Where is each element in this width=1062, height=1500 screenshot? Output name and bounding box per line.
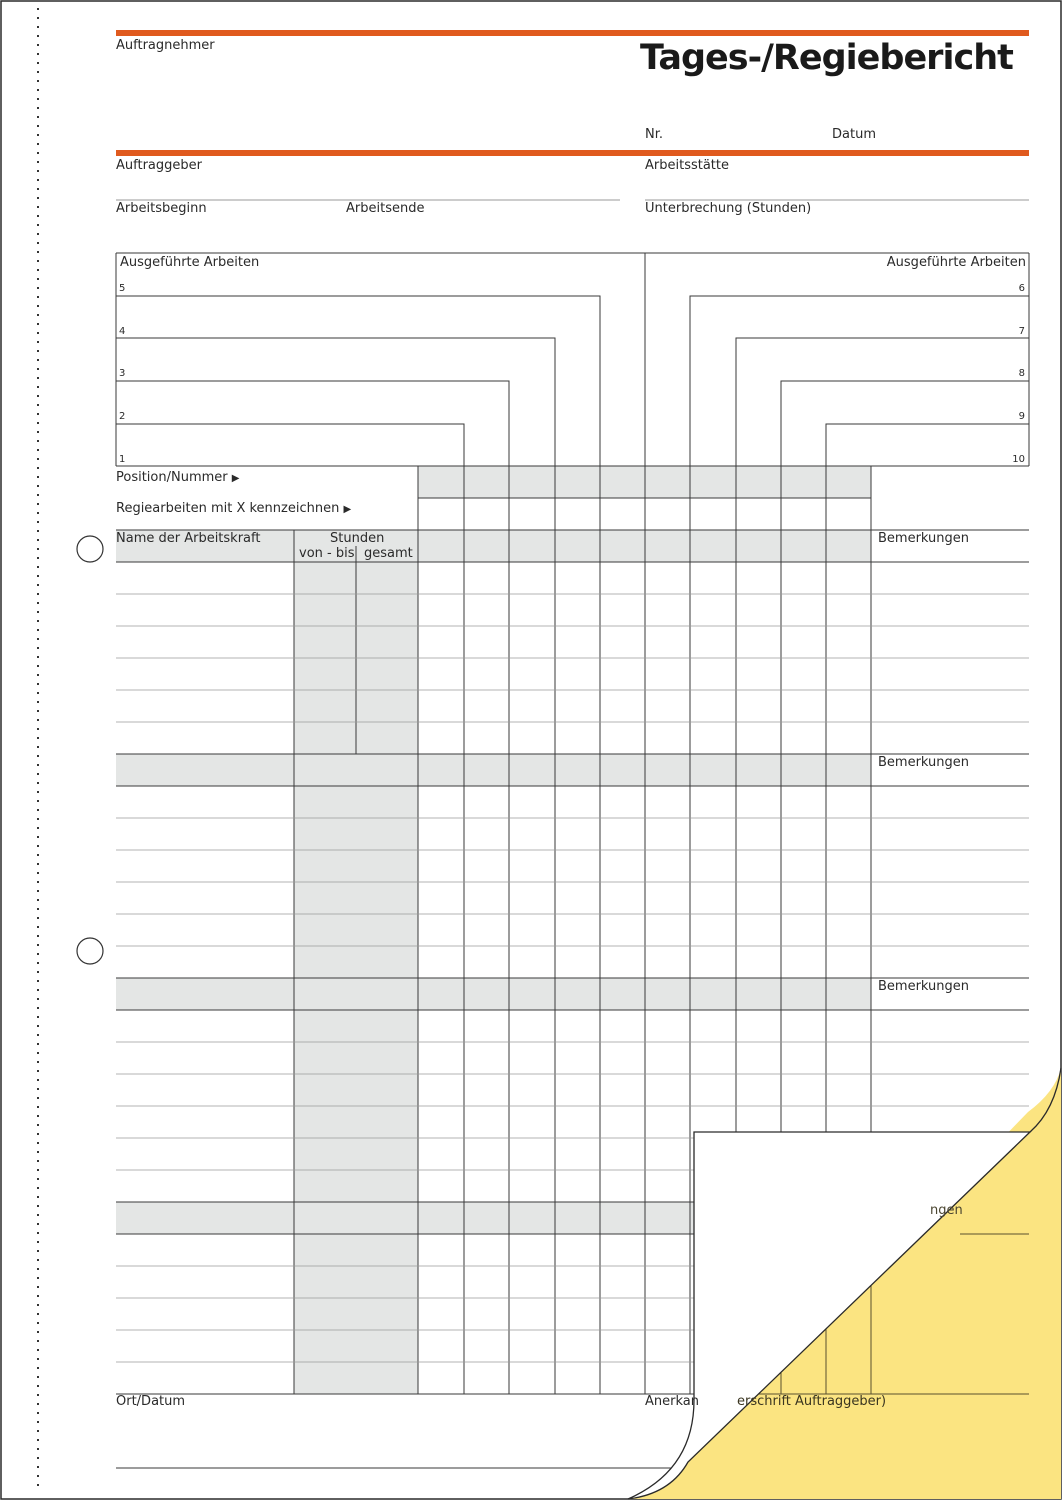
work-number: 3 bbox=[119, 368, 126, 379]
regie-mark-label: Regiearbeiten mit X kennzeichnen ▶ bbox=[116, 501, 352, 516]
remarks-label: Bemerkungen bbox=[878, 979, 970, 994]
arrow-right-icon: ▶ bbox=[343, 504, 352, 515]
work-number: 5 bbox=[119, 283, 126, 294]
number-label: Nr. bbox=[645, 127, 664, 142]
total-header: gesamt bbox=[364, 546, 413, 561]
worksite-label: Arbeitsstätte bbox=[645, 158, 729, 173]
client-label: Auftraggeber bbox=[116, 158, 202, 173]
work-end-label: Arbeitsende bbox=[346, 201, 425, 216]
from-to-header: von - bis bbox=[299, 546, 355, 561]
work-start-label: Arbeitsbeginn bbox=[116, 201, 207, 216]
work-number: 9 bbox=[1018, 411, 1025, 422]
place-date-label: Ort/Datum bbox=[116, 1394, 186, 1409]
remarks-label: Bemerkungen bbox=[878, 531, 970, 546]
work-number: 8 bbox=[1018, 368, 1025, 379]
contractor-label: Auftragnehmer bbox=[116, 38, 215, 53]
works-right-label: Ausgeführte Arbeiten bbox=[886, 255, 1026, 270]
acknowledged-label: Anerkan bbox=[645, 1394, 699, 1409]
accent-bar-top bbox=[116, 30, 1029, 36]
work-number: 10 bbox=[1012, 454, 1025, 465]
work-number: 2 bbox=[119, 411, 126, 422]
punch-hole bbox=[77, 938, 103, 964]
accent-bar-mid bbox=[116, 150, 1029, 156]
work-number: 4 bbox=[119, 326, 126, 337]
position-number-label: Position/Nummer ▶ bbox=[116, 470, 240, 485]
arrow-right-icon: ▶ bbox=[231, 473, 240, 484]
work-number: 1 bbox=[119, 454, 126, 465]
punch-hole bbox=[77, 536, 103, 562]
works-left-label: Ausgeführte Arbeiten bbox=[120, 255, 260, 270]
date-label: Datum bbox=[832, 127, 876, 142]
remarks-label-copy: ngen bbox=[930, 1203, 963, 1218]
remarks-label: Bemerkungen bbox=[878, 755, 970, 770]
acknowledged-label-copy: erschrift Auftraggeber) bbox=[737, 1394, 887, 1409]
worker-name-header: Name der Arbeitskraft bbox=[116, 531, 261, 546]
interruption-label: Unterbrechung (Stunden) bbox=[645, 201, 812, 216]
work-number: 7 bbox=[1018, 326, 1025, 337]
hours-header: Stunden bbox=[330, 531, 385, 546]
form-title: Tages-/Regiebericht bbox=[640, 38, 1013, 78]
work-number: 6 bbox=[1018, 283, 1025, 294]
